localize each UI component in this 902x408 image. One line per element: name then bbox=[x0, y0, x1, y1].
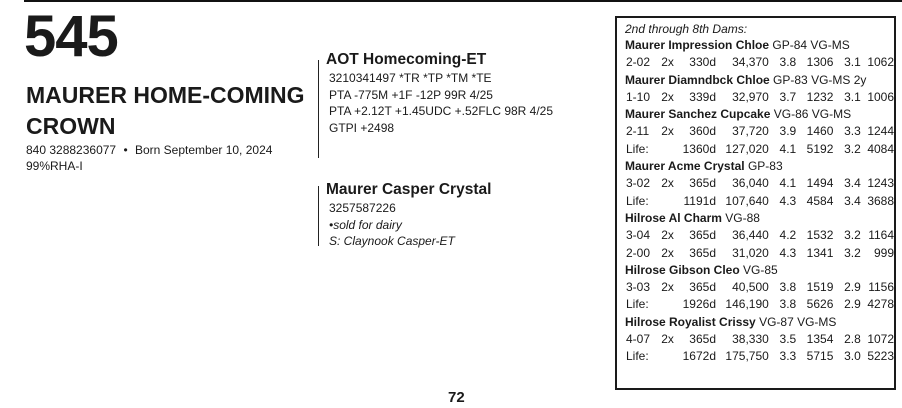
record-days: 365d bbox=[689, 228, 716, 243]
ancestor-dam-score: GP-83 bbox=[747, 159, 783, 174]
record-fat-pct: 3.8 bbox=[779, 55, 797, 70]
record-pro-pct: 3.2 bbox=[844, 228, 861, 243]
record-fat: 1460 bbox=[806, 124, 834, 139]
record-pro-pct: 3.1 bbox=[844, 55, 861, 70]
record-fat-pct: 4.2 bbox=[779, 228, 797, 243]
production-record-row bbox=[625, 193, 894, 210]
production-record-row bbox=[625, 123, 894, 140]
production-record-row bbox=[625, 54, 894, 71]
record-fat-pct: 3.7 bbox=[779, 89, 797, 104]
record-milk: 127,020 bbox=[725, 141, 769, 156]
record-fat: 1519 bbox=[806, 280, 834, 295]
lot-number: 545 bbox=[24, 4, 118, 69]
record-days: 1672d bbox=[682, 349, 716, 364]
production-record-row bbox=[625, 245, 894, 262]
record-milk: 38,330 bbox=[732, 332, 769, 347]
production-record-row bbox=[625, 141, 894, 158]
ancestor-dam-score: GP-83 VG-MS 2y bbox=[773, 72, 867, 87]
record-pro: 1243 bbox=[867, 176, 895, 191]
record-pro-pct: 2.8 bbox=[844, 332, 861, 347]
record-pro-pct: 2.9 bbox=[844, 297, 861, 312]
separator-dot: • bbox=[123, 143, 128, 157]
record-pro: 999 bbox=[873, 245, 895, 260]
dams-list bbox=[625, 37, 894, 366]
ancestor-dam-name bbox=[625, 106, 894, 123]
dams-heading: 2nd through 8th Dams: bbox=[625, 22, 748, 36]
record-pro: 1244 bbox=[867, 124, 895, 139]
ancestor-dam-score: VG-87 VG-MS bbox=[759, 314, 837, 329]
record-pro-pct: 3.0 bbox=[844, 349, 861, 364]
production-record-row bbox=[625, 348, 894, 365]
dam-id: 3257587226 bbox=[329, 201, 396, 215]
production-record-row bbox=[625, 331, 894, 348]
record-pro-pct: 3.1 bbox=[844, 89, 861, 104]
record-fat: 1532 bbox=[806, 228, 834, 243]
record-milkings bbox=[661, 296, 681, 313]
record-age: Life: bbox=[626, 297, 649, 312]
animal-name: MAURER HOME-COMING CROWN bbox=[26, 82, 305, 140]
ancestor-dam-name bbox=[625, 37, 894, 54]
record-milk: 34,370 bbox=[732, 55, 769, 70]
record-fat: 1494 bbox=[806, 176, 834, 191]
record-fat: 1341 bbox=[806, 245, 834, 260]
dam-name: Maurer Casper Crystal bbox=[326, 181, 492, 198]
record-days: 1360d bbox=[682, 141, 716, 156]
record-age: 2-02 bbox=[626, 55, 651, 70]
record-milkings bbox=[661, 193, 681, 210]
ancestor-dam-title: Maurer Diamndbck Chloe bbox=[625, 72, 770, 87]
record-milkings: 2x bbox=[661, 124, 674, 139]
ancestor-dam-score: VG-86 VG-MS bbox=[773, 107, 852, 122]
record-pro: 4278 bbox=[867, 297, 895, 312]
record-fat-pct: 4.3 bbox=[779, 193, 797, 208]
ancestor-dam-name bbox=[625, 72, 894, 89]
record-milkings bbox=[661, 141, 681, 158]
animal-rha: 99%RHA-I bbox=[26, 159, 83, 173]
record-milkings: 2x bbox=[661, 245, 674, 260]
ancestor-dam-title: Hilrose Gibson Cleo bbox=[625, 262, 740, 277]
record-pro-pct: 3.2 bbox=[844, 141, 861, 156]
production-record-row bbox=[625, 279, 894, 296]
sire-line: PTA +2.12T +1.45UDC +.52FLC 98R 4/25 bbox=[329, 104, 554, 118]
record-fat: 5715 bbox=[806, 349, 834, 364]
sire-line: GTPI +2498 bbox=[329, 120, 395, 135]
record-age: Life: bbox=[626, 193, 649, 208]
record-fat-pct: 4.1 bbox=[779, 176, 797, 191]
record-pro: 1062 bbox=[867, 55, 895, 70]
dam-note: •sold for dairy bbox=[329, 217, 402, 232]
record-fat: 5626 bbox=[806, 297, 834, 312]
record-milk: 175,750 bbox=[725, 349, 769, 364]
record-pro: 1164 bbox=[868, 228, 895, 243]
ancestor-dam-title: Hilrose Royalist Crissy bbox=[625, 314, 756, 329]
record-days: 365d bbox=[689, 332, 716, 347]
ancestor-dam-name bbox=[625, 262, 894, 279]
record-pro-pct: 3.4 bbox=[844, 193, 861, 208]
record-age: 2-00 bbox=[626, 245, 651, 260]
record-pro-pct: 3.3 bbox=[844, 124, 861, 139]
ancestor-dam-name bbox=[625, 158, 894, 175]
sire-line: PTA -775M +1F -12P 99R 4/25 bbox=[329, 87, 493, 102]
record-pro-pct: 2.9 bbox=[844, 280, 861, 295]
record-days: 339d bbox=[689, 89, 716, 104]
record-fat-pct: 3.5 bbox=[779, 332, 797, 347]
record-fat-pct: 4.1 bbox=[779, 141, 797, 156]
record-milkings: 2x bbox=[661, 228, 674, 243]
dam-sire: S: Claynook Casper-ET bbox=[329, 234, 455, 248]
dam-block bbox=[326, 180, 491, 250]
record-age: Life: bbox=[626, 349, 649, 364]
ancestor-dam-title: Maurer Acme Crystal bbox=[625, 159, 745, 174]
ancestor-dam-name bbox=[625, 314, 894, 331]
record-fat-pct: 3.9 bbox=[779, 124, 797, 139]
record-fat: 1306 bbox=[806, 55, 834, 70]
dams-box bbox=[615, 16, 896, 390]
page-number: 72 bbox=[448, 389, 465, 406]
record-pro: 5223 bbox=[867, 349, 895, 364]
record-fat-pct: 4.3 bbox=[779, 245, 797, 260]
record-age: Life: bbox=[626, 141, 649, 156]
record-milkings: 2x bbox=[661, 55, 674, 70]
production-record-row bbox=[625, 227, 894, 244]
record-milk: 31,020 bbox=[732, 245, 769, 260]
record-milk: 107,640 bbox=[725, 193, 769, 208]
pedigree-bracket-sire bbox=[318, 60, 319, 158]
record-fat-pct: 3.3 bbox=[779, 349, 797, 364]
record-fat: 5192 bbox=[806, 141, 834, 156]
record-fat-pct: 3.8 bbox=[779, 297, 797, 312]
record-days: 1926d bbox=[682, 297, 716, 312]
record-milk: 32,970 bbox=[732, 89, 769, 104]
sire-line: 3210341497 *TR *TP *TM *TE bbox=[329, 71, 492, 85]
ancestor-dam-name bbox=[625, 210, 894, 227]
production-record-row bbox=[625, 296, 894, 313]
record-milkings: 2x bbox=[661, 332, 674, 347]
ancestor-dam-score: VG-88 bbox=[725, 210, 760, 225]
record-milkings bbox=[661, 348, 681, 365]
record-milkings: 2x bbox=[661, 89, 674, 104]
record-pro-pct: 3.4 bbox=[844, 176, 861, 191]
record-milk: 36,040 bbox=[732, 176, 769, 191]
production-record-row bbox=[625, 89, 894, 106]
record-age: 3-02 bbox=[626, 176, 651, 191]
record-age: 2-11 bbox=[626, 124, 650, 139]
record-age: 1-10 bbox=[626, 89, 651, 104]
record-days: 1191d bbox=[683, 193, 716, 208]
ancestor-dam-score: GP-84 VG-MS bbox=[772, 38, 850, 52]
sire-block bbox=[326, 50, 553, 136]
record-pro: 1072 bbox=[867, 332, 895, 347]
record-milkings: 2x bbox=[661, 280, 674, 295]
record-fat: 1354 bbox=[806, 332, 834, 347]
ancestor-dam-title: Maurer Sanchez Cupcake bbox=[625, 107, 771, 122]
record-pro-pct: 3.2 bbox=[844, 245, 861, 260]
production-record-row bbox=[625, 175, 894, 192]
pedigree-bracket-dam bbox=[318, 186, 319, 246]
record-milkings: 2x bbox=[661, 176, 674, 191]
animal-registration: 840 3288236077 bbox=[26, 143, 117, 157]
record-milk: 146,190 bbox=[725, 297, 769, 312]
animal-registration-line bbox=[26, 142, 272, 158]
sire-name: AOT Homecoming-ET bbox=[326, 51, 487, 68]
record-days: 330d bbox=[689, 55, 716, 70]
top-rule bbox=[24, 0, 902, 2]
record-pro: 3688 bbox=[867, 193, 895, 208]
record-fat-pct: 3.8 bbox=[779, 280, 797, 295]
record-age: 3-04 bbox=[626, 228, 651, 243]
record-age: 3-03 bbox=[626, 280, 651, 295]
record-fat: 1232 bbox=[806, 89, 834, 104]
record-milk: 36,440 bbox=[732, 228, 769, 243]
record-pro: 1006 bbox=[867, 89, 895, 104]
animal-birth-date: Born September 10, 2024 bbox=[134, 143, 273, 157]
ancestor-dam-score: VG-85 bbox=[743, 262, 778, 277]
animal-meta bbox=[26, 142, 272, 174]
record-age: 4-07 bbox=[626, 332, 651, 347]
record-days: 365d bbox=[689, 280, 716, 295]
record-pro: 4084 bbox=[867, 141, 895, 156]
record-days: 360d bbox=[689, 124, 716, 139]
ancestor-dam-title: Maurer Impression Chloe bbox=[625, 38, 770, 52]
record-pro: 1156 bbox=[868, 280, 895, 295]
record-milk: 40,500 bbox=[732, 280, 769, 295]
record-milk: 37,720 bbox=[732, 124, 769, 139]
record-days: 365d bbox=[689, 176, 716, 191]
ancestor-dam-title: Hilrose Al Charm bbox=[625, 210, 722, 225]
record-days: 365d bbox=[689, 245, 716, 260]
record-fat: 4584 bbox=[806, 193, 834, 208]
